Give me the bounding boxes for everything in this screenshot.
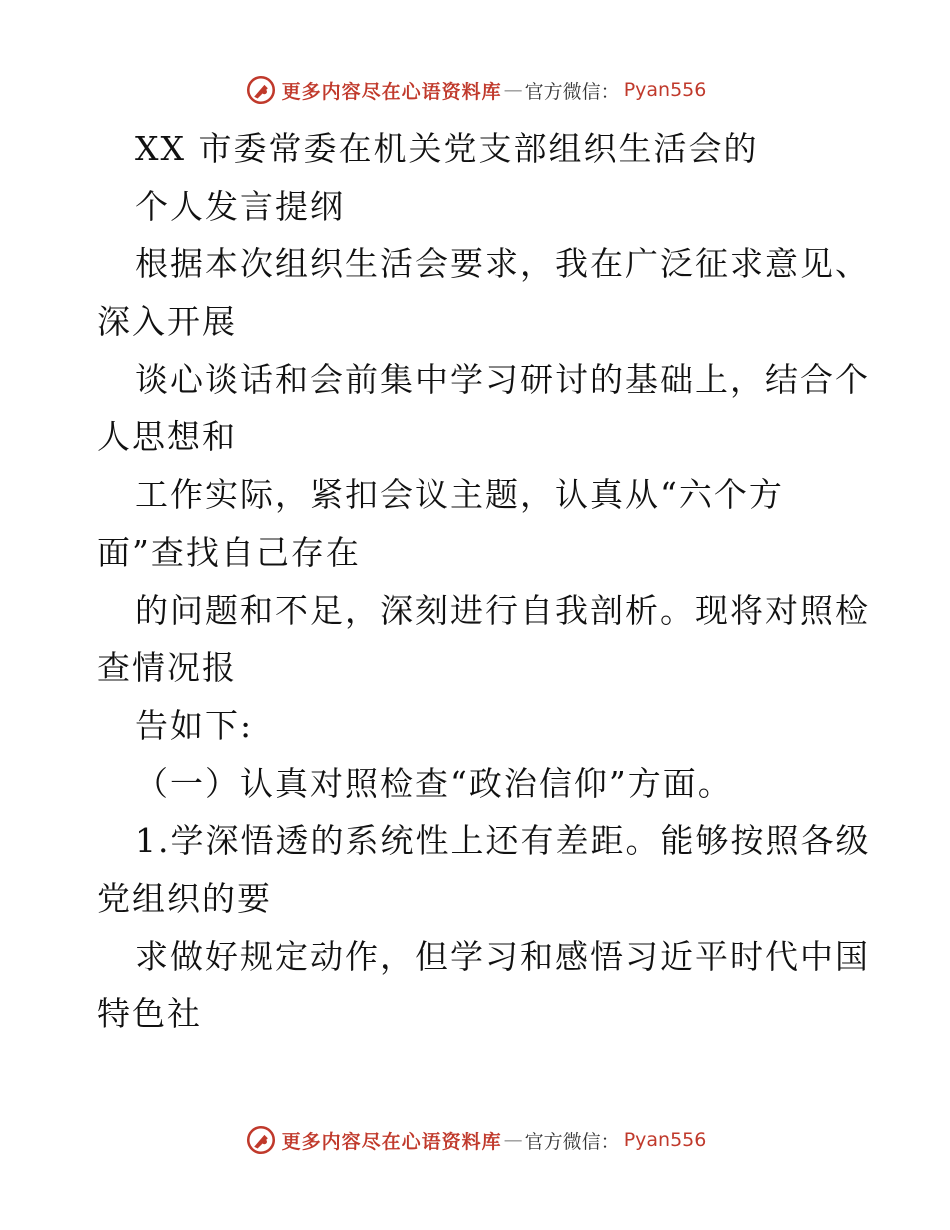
pen-nib-logo-icon <box>244 1123 278 1157</box>
body-line: 的问题和不足，深刻进行自我剖析。现将对照检 <box>135 590 870 630</box>
body-line: 特色社 <box>97 994 202 1034</box>
watermark-wechat-id: Pyan556 <box>623 79 707 101</box>
body-line: 人思想和 <box>97 417 237 457</box>
body-line: 根据本次组织生活会要求，我在广泛征求意见、 <box>135 244 870 284</box>
watermark-dash: — <box>503 1129 523 1151</box>
body-line: 工作实际，紧扣会议主题，认真从“六个方 <box>135 475 784 515</box>
title-line-2: 个人发言提纲 <box>135 186 345 226</box>
watermark-main-text: 更多内容尽在心语资料库 <box>281 1130 502 1153</box>
header-watermark <box>0 70 950 110</box>
pen-nib-logo-icon <box>244 73 278 107</box>
watermark-sub-text: 官方微信： <box>524 80 620 103</box>
watermark-dash: — <box>503 79 523 101</box>
body-line: 告如下: <box>135 705 254 745</box>
footer-watermark <box>0 1120 950 1160</box>
body-line: 1.学深悟透的系统性上还有差距。能够按照各级 <box>135 821 871 861</box>
section-heading: （一）认真对照检查“政治信仰”方面。 <box>135 763 733 803</box>
body-line: 深入开展 <box>97 302 237 342</box>
body-line: 求做好规定动作，但学习和感悟习近平时代中国 <box>135 936 870 976</box>
watermark-sub-text: 官方微信： <box>524 1130 620 1153</box>
body-line: 谈心谈话和会前集中学习研讨的基础上，结合个 <box>135 359 870 399</box>
document-body <box>97 120 871 1043</box>
title-line-1: XX 市委常委在机关党支部组织生活会的 <box>135 129 759 168</box>
watermark-wechat-id: Pyan556 <box>623 1129 707 1151</box>
watermark-main-text: 更多内容尽在心语资料库 <box>281 80 502 103</box>
body-line: 党组织的要 <box>97 878 272 918</box>
body-line: 查情况报 <box>97 648 237 688</box>
body-line: 面”查找自己存在 <box>97 532 361 572</box>
